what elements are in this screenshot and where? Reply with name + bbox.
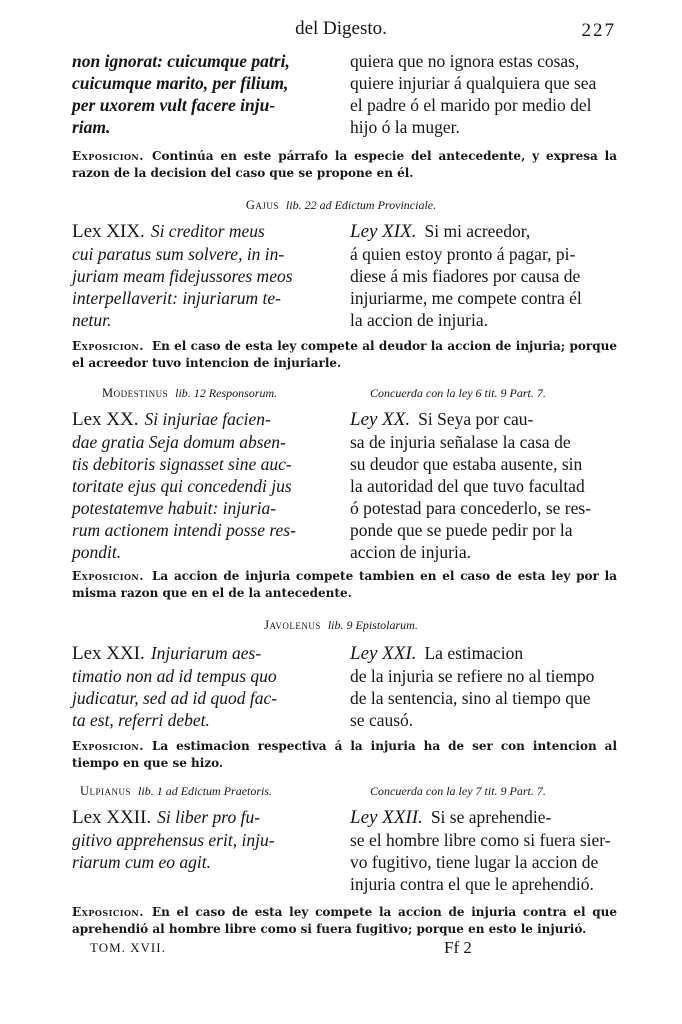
exposition-1	[72, 148, 617, 182]
exposition-3	[72, 568, 617, 602]
page-number: 227	[581, 20, 616, 41]
spanish-line: ó potestad para concederlo, se res-	[350, 498, 592, 518]
concordance-note: Concuerda con la ley 7 tit. 9 Part. 7.	[370, 784, 546, 798]
page-header	[0, 16, 682, 46]
latin-line: Lex XXI. Injuriarum aes-	[72, 643, 262, 664]
latin-column	[72, 806, 334, 873]
spanish-column	[350, 408, 617, 563]
exposition-text: La accion de injuria compete tambien en el caso de esta ley por la misma razon que en el de la antecedente.	[72, 569, 617, 600]
exposition-label: Exposicion.	[72, 739, 144, 753]
exposition-label: Exposicion.	[72, 149, 144, 163]
spanish-line: accion de injuria.	[350, 542, 471, 562]
spanish-line: la autoridad del que tuvo facultad	[350, 476, 585, 496]
spanish-line: injuria contra el que le aprehendió.	[350, 874, 594, 894]
law-xix	[72, 220, 617, 332]
law-xxi	[72, 642, 617, 734]
latin-column	[72, 220, 334, 331]
spanish-column	[350, 642, 617, 731]
running-title: del Digesto.	[295, 18, 387, 39]
latin-line: Lex XX. Si injuriae facien-	[72, 409, 271, 430]
source-reference: lib. 1 ad Edictum Praetoris.	[138, 784, 273, 798]
latin-line: per uxorem vult facere inju-	[72, 95, 276, 115]
law-xxii	[72, 806, 617, 898]
passage-continuation	[72, 50, 617, 140]
spanish-line: sa de injuria señalase la casa de	[350, 432, 571, 452]
exposition-label: Exposicion.	[72, 569, 144, 583]
latin-line: toritate ejus qui concedendi jus	[72, 476, 292, 496]
latin-line: netur.	[72, 310, 112, 330]
latin-line: riam.	[72, 117, 111, 137]
spanish-law-number: Ley XX.	[350, 409, 411, 430]
spanish-column	[350, 806, 617, 895]
latin-line: rum actionem intendi posse res-	[72, 520, 296, 540]
exposition-label: Exposicion.	[72, 905, 144, 919]
latin-law-number: Lex XXII.	[72, 807, 152, 828]
spanish-line: Ley XXI. La estimacion	[350, 643, 524, 664]
latin-column	[72, 642, 334, 731]
concordance-note: Concuerda con la ley 6 tit. 9 Part. 7.	[370, 386, 546, 400]
latin-line: potestatemve habuit: injuria-	[72, 498, 277, 518]
source-reference: lib. 12 Responsorum.	[175, 386, 278, 400]
spanish-line: quiere injuriar á qualquiera que sea	[350, 73, 597, 93]
spanish-law-number: Ley XIX.	[350, 221, 417, 242]
latin-line: juriam meam fidejussores meos	[72, 266, 293, 286]
source-reference: lib. 22 ad Edictum Provinciale.	[285, 198, 437, 212]
spanish-line: la accion de injuria.	[350, 310, 488, 330]
latin-column	[72, 50, 334, 138]
exposition-4	[72, 738, 617, 772]
exposition-text: Continúa en este párrafo la especie del antecedente, y expresa la razon de la decision del caso que se propone en él.	[72, 149, 617, 180]
latin-law-number: Lex XXI.	[72, 643, 145, 664]
latin-line: pondit.	[72, 542, 122, 562]
volume-label: TOM. XVII.	[90, 940, 166, 955]
latin-law-number: Lex XX.	[72, 409, 139, 430]
exposition-text: En el caso de esta ley compete al deudor la accion de injuria; porque el acreedor tuvo intencion de injuriarle.	[72, 339, 617, 370]
exposition-label: Exposicion.	[72, 339, 144, 353]
spanish-line: Ley XIX. Si mi acreedor,	[350, 221, 531, 242]
spanish-line: su deudor que estaba ausente, sin	[350, 454, 583, 474]
printer-signature: Ff 2	[444, 938, 472, 957]
spanish-line: el padre ó el marido por medio del	[350, 95, 592, 115]
source-ulpianus	[80, 784, 272, 799]
spanish-line: diese á mis fiadores por causa de	[350, 266, 581, 286]
spanish-line: quiera que no ignora estas cosas,	[350, 51, 580, 71]
latin-line: gitivo apprehensus erit, inju-	[72, 830, 275, 850]
latin-line: cui paratus sum solvere, in in-	[72, 244, 285, 264]
exposition-text: En el caso de esta ley compete la accion de injuria contra el que aprehendió al hombre libre como si fuera fugitivo; porque en esto le injurió.	[72, 905, 617, 936]
spanish-line: se causó.	[350, 710, 414, 730]
spanish-column	[350, 50, 617, 138]
jurist-name: Ulpianus	[80, 784, 132, 798]
spanish-line: injuriarme, me compete contra él	[350, 288, 582, 308]
exposition-text: La estimacion respectiva á la injuria ha de ser con intencion al tiempo en que se hizo.	[72, 739, 617, 770]
spanish-line: de la injuria se refiere no al tiempo	[350, 666, 595, 686]
latin-law-number: Lex XIX.	[72, 221, 145, 242]
spanish-line: Ley XXII. Si se aprehendie-	[350, 807, 552, 828]
latin-line: riarum cum eo agit.	[72, 852, 212, 872]
page-footer	[72, 940, 617, 964]
jurist-name: Modestinus	[102, 386, 169, 400]
jurist-name: Gajus	[245, 198, 279, 212]
source-gajus	[0, 198, 682, 213]
latin-line: cuicumque marito, per filium,	[72, 73, 289, 93]
spanish-line: Ley XX. Si Seya por cau-	[350, 409, 534, 430]
spanish-line: se el hombre libre como si fuera sier-	[350, 830, 611, 850]
source-modestinus	[102, 386, 277, 401]
spanish-line: ponde que se puede pedir por la	[350, 520, 573, 540]
source-reference: lib. 9 Epistolarum.	[327, 618, 418, 632]
exposition-2	[72, 338, 617, 372]
law-xx	[72, 408, 617, 568]
latin-line: timatio non ad id tempus quo	[72, 666, 277, 686]
spanish-line: de la sentencia, sino al tiempo que	[350, 688, 591, 708]
latin-column	[72, 408, 334, 563]
latin-line: interpellaverit: injuriarum te-	[72, 288, 281, 308]
spanish-line: hijo ó la muger.	[350, 117, 460, 137]
latin-line: Lex XXII. Si liber pro fu-	[72, 807, 261, 828]
exposition-5	[72, 904, 617, 938]
spanish-line: á quien estoy pronto á pagar, pi-	[350, 244, 576, 264]
spanish-column	[350, 220, 617, 331]
spanish-line: vo fugitivo, tiene lugar la accion de	[350, 852, 599, 872]
jurist-name: Javolenus	[264, 618, 321, 632]
latin-line: dae gratia Seja domum absen-	[72, 432, 286, 452]
source-javolenus	[0, 618, 682, 633]
spanish-law-number: Ley XXI.	[350, 643, 417, 664]
latin-line: judicatur, sed ad id quod fac-	[72, 688, 278, 708]
latin-line: tis debitoris signasset sine auc-	[72, 454, 292, 474]
latin-line: ta est, referri debet.	[72, 710, 210, 730]
spanish-law-number: Ley XXII.	[350, 807, 423, 828]
latin-line: Lex XIX. Si creditor meus	[72, 221, 265, 242]
latin-line: non ignorat: cuicumque patri,	[72, 51, 290, 71]
